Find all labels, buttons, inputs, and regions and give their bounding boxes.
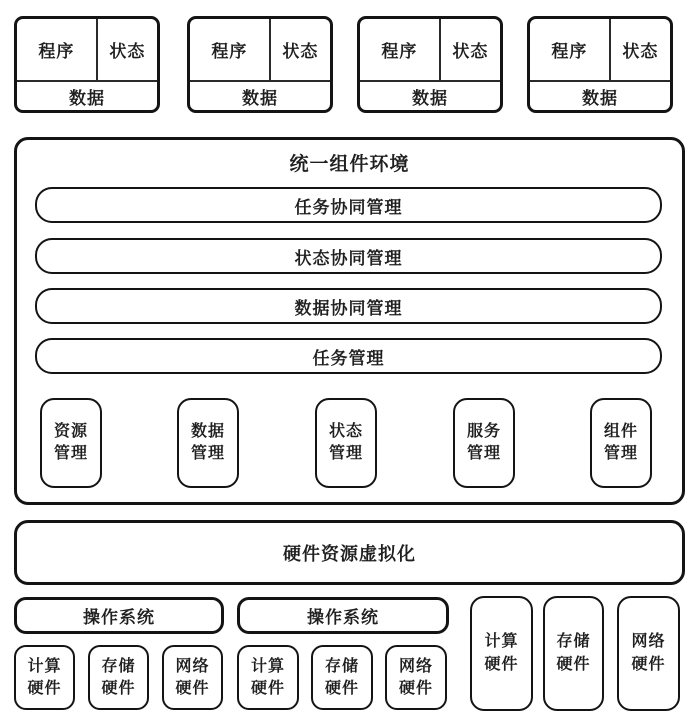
manager-label-line: 管理 (466, 445, 501, 462)
storage-hardware-box (88, 645, 149, 710)
component-management-box (590, 398, 652, 488)
card-top-row (530, 19, 670, 82)
hardware-virtualization-bar: 硬件资源虚拟化 (14, 520, 685, 585)
manager-label-line: 管理 (603, 445, 638, 462)
unified-environment-container (14, 137, 685, 505)
compute-hardware-box (470, 596, 533, 711)
task-management-bar: 任务管理 (35, 338, 662, 374)
card-top-row (17, 19, 157, 82)
hardware-label-line: 计算 (27, 657, 62, 675)
compute-hardware-box (14, 645, 75, 710)
data-cell: 数据 (69, 88, 105, 108)
component-card (14, 16, 160, 113)
manager-label-line: 服务 (466, 422, 501, 440)
manager-label-line: 管理 (328, 445, 363, 462)
manager-label-line: 管理 (53, 445, 88, 462)
state-management-box (315, 398, 377, 488)
hardware-label-line: 硬件 (250, 679, 285, 697)
data-coordination-management-bar: 数据协同管理 (35, 288, 662, 324)
hardware-label-line: 硬件 (484, 655, 519, 673)
hardware-label-line: 硬件 (398, 679, 433, 697)
compute-hardware-box (237, 645, 299, 710)
hardware-label-line: 硬件 (27, 679, 62, 697)
hardware-label-line: 存储 (556, 633, 591, 651)
hardware-label-line: 硬件 (631, 655, 666, 673)
manager-label-line: 状态 (328, 422, 363, 440)
hardware-label-line: 计算 (250, 657, 285, 675)
manager-label-line: 管理 (190, 445, 225, 462)
program-cell: 程序 (190, 19, 271, 80)
hardware-label-line: 存储 (324, 657, 359, 675)
data-cell: 数据 (412, 88, 448, 108)
card-top-row (190, 19, 330, 82)
state-cell: 状态 (109, 42, 146, 61)
hardware-label-line: 硬件 (556, 655, 591, 673)
program-cell: 程序 (17, 19, 98, 80)
state-cell: 状态 (452, 42, 489, 61)
manager-label-line: 资源 (53, 422, 88, 440)
state-cell: 状态 (282, 42, 319, 61)
resource-management-box (40, 398, 102, 488)
hardware-label-line: 计算 (484, 633, 519, 651)
network-hardware-box (617, 596, 680, 711)
hardware-label-line: 网络 (175, 657, 210, 675)
environment-title: 统一组件环境 (289, 154, 410, 175)
service-management-box (453, 398, 515, 488)
task-coordination-management-bar: 任务协同管理 (35, 187, 662, 223)
state-cell: 状态 (622, 42, 659, 61)
manager-label-line: 组件 (603, 422, 638, 440)
hardware-label-line: 硬件 (101, 679, 136, 697)
program-cell: 程序 (360, 19, 441, 80)
hardware-label-line: 网络 (631, 633, 666, 651)
data-cell: 数据 (242, 88, 278, 108)
network-hardware-box (385, 645, 447, 710)
card-top-row (360, 19, 500, 82)
component-card (187, 16, 333, 113)
component-card (357, 16, 503, 113)
data-management-box (177, 398, 239, 488)
storage-hardware-box (543, 596, 604, 711)
os-box: 操作系统 (14, 597, 224, 634)
storage-hardware-box (311, 645, 373, 710)
hardware-label-line: 硬件 (175, 679, 210, 697)
component-card (527, 16, 673, 113)
hardware-label-line: 网络 (398, 657, 433, 675)
os-box: 操作系统 (237, 597, 449, 634)
state-coordination-management-bar: 状态协同管理 (35, 238, 662, 274)
manager-label-line: 数据 (190, 422, 225, 440)
network-hardware-box (162, 645, 223, 710)
hardware-label-line: 硬件 (324, 679, 359, 697)
hardware-label-line: 存储 (101, 657, 136, 675)
data-cell: 数据 (582, 88, 618, 108)
program-cell: 程序 (530, 19, 611, 80)
